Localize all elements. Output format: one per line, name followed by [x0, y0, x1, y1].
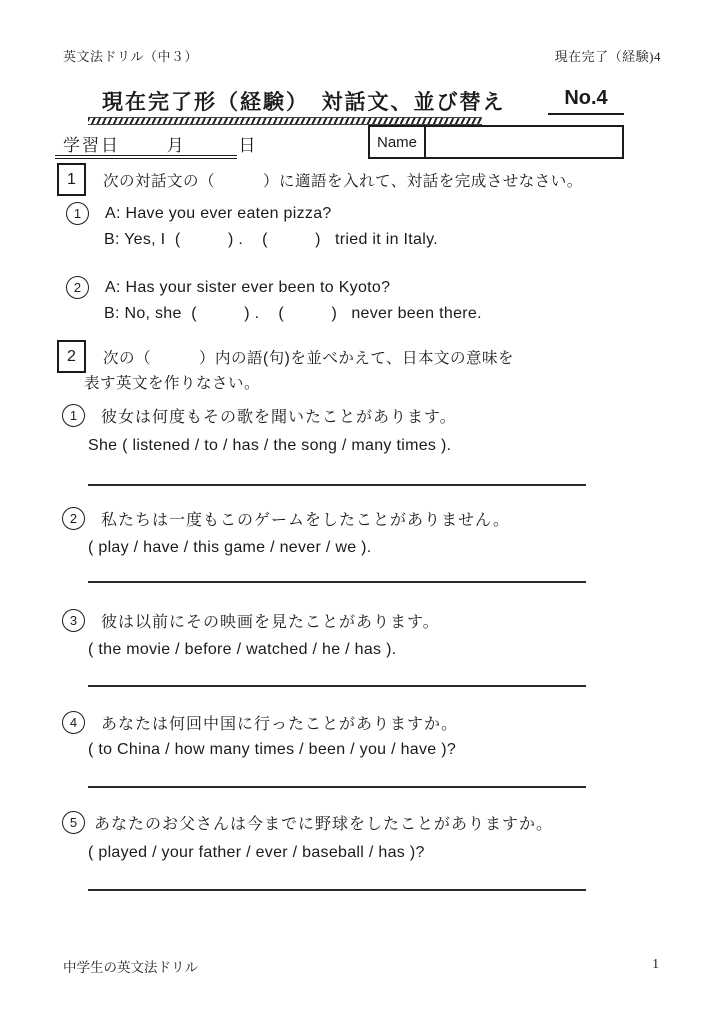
study-date-label: 学習日 — [63, 136, 120, 155]
japanese-sentence: 彼女は何度もその歌を聞いたことがあります。 — [101, 409, 457, 426]
problem-row — [62, 404, 457, 427]
japanese-sentence: 彼は以前にその映画を見たことがあります。 — [101, 614, 440, 631]
english-words: ( played / your father / ever / baseball / has )? — [88, 844, 425, 861]
header-right-text: 現在完了（経験)4 — [554, 49, 661, 64]
name-label: Name — [370, 127, 426, 157]
answer-line — [88, 581, 586, 583]
study-date — [63, 131, 257, 156]
name-input-cell — [426, 127, 622, 157]
english-words: ( to China / how many times / been / you / have )? — [88, 741, 457, 758]
header-left-text: 英文法ドリル（中３） — [63, 49, 199, 64]
answer-line — [88, 484, 586, 486]
answer-line — [88, 685, 586, 687]
study-day-label: 日 — [238, 136, 258, 155]
section-1-number-box: 1 — [57, 163, 86, 196]
problem-row — [62, 609, 440, 632]
doc-number: No.4 — [548, 87, 624, 115]
english-words: She ( listened / to / has / the song / many times ). — [88, 437, 452, 454]
dialogue-line-b: B: Yes, I ( ) . ( ) tried it in Italy. — [104, 231, 438, 248]
name-box — [368, 125, 624, 159]
page-title: 現在完了形（経験） 対話文、並び替え — [102, 91, 506, 114]
problem-row — [62, 711, 458, 734]
title-underline — [88, 117, 482, 125]
problem-row — [66, 202, 332, 225]
section-1-instruction: 次の対話文の（ ）に適語を入れて、対話を完成させなさい。 — [103, 172, 583, 190]
section-2-instruction-line1: 次の（ ）内の語(句)を並べかえて、日本文の意味を — [103, 349, 515, 367]
circled-number: 4 — [62, 711, 85, 734]
english-words: ( play / have / this game / never / we ). — [88, 539, 372, 556]
section-2-header — [57, 340, 514, 373]
circled-number: 1 — [66, 202, 89, 225]
answer-line — [88, 786, 586, 788]
circled-number: 2 — [66, 276, 89, 299]
study-month-label: 月 — [166, 136, 186, 155]
page-number: 1 — [652, 956, 659, 971]
circled-number: 5 — [62, 811, 85, 834]
dialogue-line-b: B: No, she ( ) . ( ) never been there. — [104, 305, 482, 322]
circled-number: 1 — [62, 404, 85, 427]
answer-line — [88, 889, 586, 891]
section-2-number-box: 2 — [57, 340, 86, 373]
dialogue-line-a: A: Have you ever eaten pizza? — [105, 204, 332, 222]
problem-row — [62, 811, 553, 834]
circled-number: 2 — [62, 507, 85, 530]
english-words: ( the movie / before / watched / he / has ). — [88, 641, 397, 658]
japanese-sentence: あなたは何回中国に行ったことがありますか。 — [101, 716, 459, 733]
document-header — [63, 46, 661, 65]
footer-left-text: 中学生の英文法ドリル — [63, 960, 198, 975]
circled-number: 3 — [62, 609, 85, 632]
problem-row — [62, 507, 510, 530]
document-footer — [63, 956, 659, 976]
section-1-header — [57, 163, 583, 196]
section-2-instruction-line2: 表す英文を作りなさい。 — [84, 375, 261, 392]
japanese-sentence: あなたのお父さんは今までに野球をしたことがありますか。 — [94, 816, 554, 833]
study-date-underline — [55, 155, 237, 159]
japanese-sentence: 私たちは一度もこのゲームをしたことがありません。 — [101, 512, 510, 529]
dialogue-line-a: A: Has your sister ever been to Kyoto? — [105, 278, 391, 296]
problem-row — [66, 276, 390, 299]
